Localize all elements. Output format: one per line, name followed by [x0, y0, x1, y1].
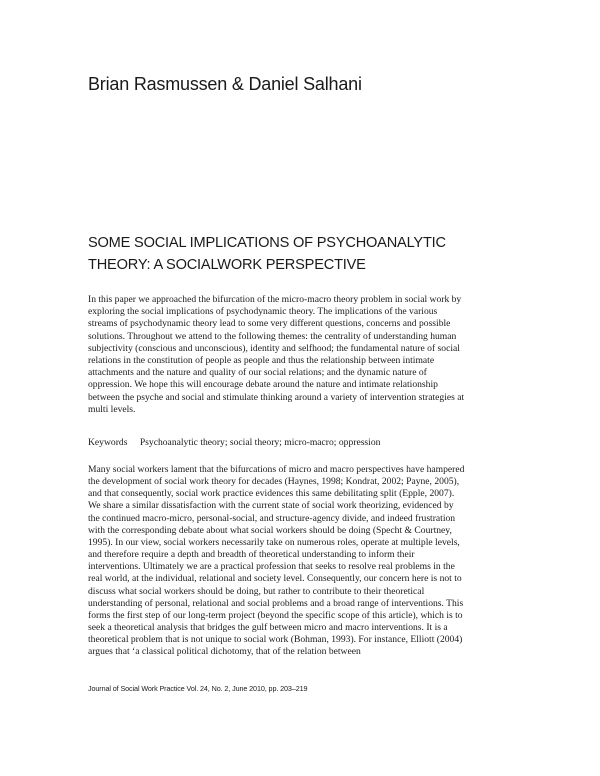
- article-title-line: THEORY: A SOCIALWORK PERSPECTIVE: [88, 257, 366, 273]
- body-line: seek a theoretical analysis that bridges the gulf between micro and macro interventions. It is a: [88, 622, 448, 634]
- keywords-label: Keywords: [88, 437, 128, 448]
- body-line: and therefore require a depth and breadth of theoretical understanding to inform their: [88, 549, 415, 561]
- body-line: and that consequently, social work practice evidences this same debilitating split (Epple, 2007).: [88, 488, 455, 500]
- body-line: We share a similar dissatisfaction with the current state of social work theorizing, evidenced by: [88, 500, 454, 512]
- body-line: argues that ‘a classical political dichotomy, that of the relation between: [88, 646, 361, 658]
- article-title-line: SOME SOCIAL IMPLICATIONS OF PSYCHOANALYTIC: [88, 235, 446, 251]
- body-line: 1995). In our view, social workers necessarily take on numerous roles, operate at multiple levels,: [88, 536, 460, 548]
- body-line: discuss what social workers should be doing, but rather to contribute to their theoretical: [88, 585, 425, 597]
- abstract: [88, 294, 528, 416]
- body-line: with the corresponding debate about what social workers should be doing (Specht & Courtney,: [88, 524, 452, 536]
- abstract-line: streams of psychodynamic theory lead to some very different questions, concerns and possible: [88, 318, 451, 330]
- body-line: understanding of personal, relational and social problems and a broad range of interventions. This: [88, 597, 464, 609]
- abstract-line: solutions. Throughout we attend to the following themes: the centrality of understanding human: [88, 330, 457, 342]
- body-line: the development of social work theory for decades (Haynes, 1998; Kondrat, 2002; Payne, 2005),: [88, 476, 460, 488]
- abstract-line: subjectivity (conscious and unconscious), identity and selfhood; the fundamental nature of social: [88, 342, 460, 354]
- abstract-line: exploring the social implications of psychodynamic theory. The implications of the various: [88, 306, 438, 318]
- body-line: real world, at the individual, relational and society level. Consequently, our concern here is not to: [88, 573, 462, 585]
- abstract-line: between the psyche and social and stimulate thinking around a variety of intervention strategies at: [88, 391, 465, 403]
- abstract-line: attachments and the nature and quality of our social relations; and the dynamic nature of: [88, 367, 427, 379]
- body-line: Many social workers lament that the bifurcations of micro and macro perspectives have hampered: [88, 464, 465, 475]
- journal-citation: Journal of Social Work Practice Vol. 24, No. 2, June 2010, pp. 203–219: [88, 684, 308, 693]
- author-names: Brian Rasmussen & Daniel Salhani: [88, 74, 362, 94]
- keywords-terms: Psychoanalytic theory; social theory; micro-macro; oppression: [139, 437, 381, 448]
- abstract-line: relations in the constitution of people as people and thus the relationship between intimate: [88, 355, 435, 367]
- body-text: [88, 464, 528, 659]
- abstract-line: multi levels.: [88, 403, 136, 415]
- body-line: interventions. Ultimately we are a practical profession that seeks to resolve real problems in the: [88, 561, 455, 573]
- article-title: [88, 232, 446, 276]
- abstract-line: In this paper we approached the bifurcation of the micro-macro theory problem in social work by: [88, 294, 462, 305]
- body-line: the continued macro-micro, personal-social, and structure-agency divide, and indeed frustration: [88, 512, 456, 524]
- body-line: forms the first step of our long-term project (beyond the specific scope of this article), which is to: [88, 609, 463, 621]
- keywords: [88, 437, 380, 448]
- abstract-line: oppression. We hope this will encourage debate around the nature and intimate relationship: [88, 379, 438, 391]
- body-line: theoretical problem that is not unique to social work (Bohman, 1993). For instance, Elliott (2004): [88, 634, 463, 646]
